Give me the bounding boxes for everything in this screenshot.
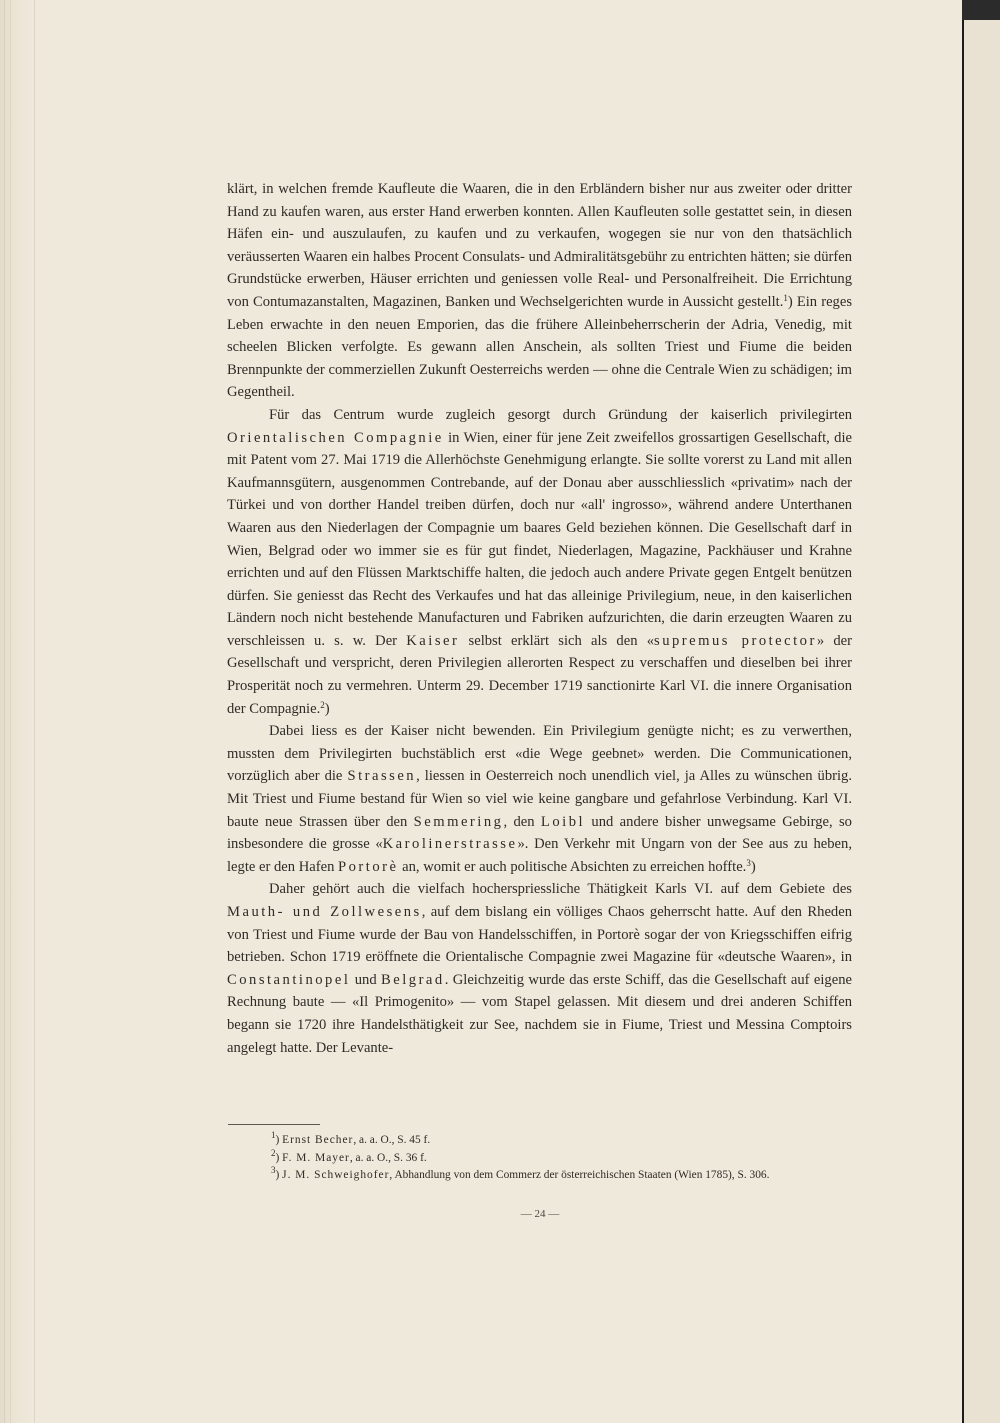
spaced-emphasis: Orientalischen Compagnie <box>227 429 444 446</box>
text-run: , auf dem bislang ein völliges Chaos geherrscht hatte. Auf den Rheden von Triest und Fiume wurde der Bau von Handelsschiffen, in Portorè sogar der von Kriegsschiffen eifrig betrieben. Schon 1719 eröffnete die Orientalische Compagnie zwei Magazine für «deutsche Waaren», in <box>227 904 852 966</box>
spaced-emphasis: Portorè <box>338 858 399 875</box>
spaced-emphasis: Karolinerstrasse <box>382 836 518 853</box>
text-run: ». Den Verkehr mit Ungarn von der See aus zu heben, legte er den Hafen <box>227 836 852 875</box>
text-run: ) <box>750 858 756 875</box>
footnote-text: , a. a. O., S. 36 f. <box>349 1151 427 1164</box>
text-run: , liessen in Oesterreich noch unendlich viel, ja Alles zu wünschen übrig. Mit Triest und Fiume bestand für Wien so viel wie keine gangbare und gefahrlose Verbindung. Karl VI. baute neue Strassen über den <box>227 768 852 830</box>
footnotes <box>271 1132 861 1185</box>
text-run: selbst erklärt sich als den « <box>459 632 655 649</box>
text-run: , den <box>503 813 541 830</box>
text-run: » der Gesellschaft und verspricht, deren Privilegien allerorten Respect zu verschaffen und dieselben bei ihrer Prosperität noch zu vermehren. Unterm 29. December 1719 sanctionirte Karl VI. die innere Organisation der Compagnie. <box>227 632 852 717</box>
page-stack-edge <box>0 0 35 1423</box>
text-run: an, womit er auch politische Absichten zu erreichen hoffte. <box>398 858 747 875</box>
text-run: . Gleichzeitig wurde das erste Schiff, das die Gesellschaft auf eigene Rechnung baute — «Il Primogenito» — vom Stapel gelassen. Mit diesem und drei anderen Schiffen begann sie 1720 ihre Handelsthätigkeit zur See, nachdem sie in Fiume, Triest und Messina Comptoirs angelegt hatte. Der Levante- <box>227 971 852 1056</box>
footnote-1: $^1$) Ernst Becher, a. a. O., S. 45 f. <box>271 1130 431 1146</box>
spaced-emphasis: Kaiser <box>406 632 460 649</box>
text-run: Daher gehört auch die vielfach hocherspriessliche Thätigkeit Karls VI. auf dem Gebiete des <box>269 881 852 898</box>
text-run: Für das Centrum wurde zugleich gesorgt durch Gründung der kaiserlich privilegirten <box>269 406 852 423</box>
body-text <box>227 178 852 1059</box>
footnote-3: $^3$) J. M. Schweighofer, Abhandlung von dem Commerz der österreichischen Staaten (Wien 1785), S. 306. <box>271 1165 770 1182</box>
text-run: ) <box>324 700 330 717</box>
spaced-emphasis: supremus protector <box>654 632 817 649</box>
spaced-emphasis: Belgrad <box>381 971 445 988</box>
spaced-emphasis: Strassen <box>347 768 417 785</box>
footnote-mark: 1 <box>271 1130 276 1140</box>
paragraph-4 <box>227 878 852 1059</box>
footnote-text: , Abhandlung von dem Commerz der österreichischen Staaten (Wien 1785), S. 306. <box>389 1169 770 1182</box>
footnote-2: $^2$) F. M. Mayer, a. a. O., S. 36 f. <box>271 1147 427 1164</box>
spaced-emphasis: Mauth- und Zollwesens <box>227 904 422 920</box>
footnote-ref-3: 3 <box>746 857 751 868</box>
text-run: und andere bisher unwegsame Gebirge, so insbesondere die grosse « <box>227 813 852 853</box>
spaced-emphasis: Loibl <box>540 813 586 830</box>
paragraph-3 <box>227 720 852 878</box>
footnote-author: F. M. Mayer <box>282 1151 350 1164</box>
text-run: Dabei liess es der Kaiser nicht bewenden. Ein Privilegium genügte nicht; es zu verwerthen, mussten dem Privilegirten buchstäblich erst «die Wege geebnet» werden. Die Communicationen, vorzüglich aber die <box>227 723 852 785</box>
text-run: und <box>350 971 381 988</box>
text-run: ) Ein reges Leben erwachte in den neuen Emporien, das die frühere Alleinbeherrscherin der Adria, Venedig, mit scheelen Blicken verfolgte. Es gewann allen Anschein, als sollten Triest und Fiume die beiden Brennpunkte der commerziellen Zukunft Oesterreichs werden — ohne die Centrale Wien zu schädigen; im Gegentheil. <box>227 293 853 401</box>
paragraph-2 <box>227 404 852 720</box>
footnote-text: , a. a. O., S. 45 f. <box>353 1134 431 1146</box>
footnote-author: Ernst Becher <box>282 1134 354 1146</box>
footnote-mark: 3 <box>271 1165 276 1176</box>
footnote-ref-1: 1 <box>783 292 788 303</box>
footnote-ref-2: 2 <box>320 699 325 710</box>
paragraph-1 <box>227 178 852 404</box>
footnote-author: J. M. Schweighofer <box>282 1169 390 1182</box>
footnote-mark: 2 <box>271 1147 276 1158</box>
footnote-separator <box>228 1124 320 1125</box>
spaced-emphasis: Semmering <box>413 813 504 830</box>
adjacent-page-edge <box>962 20 1000 1423</box>
text-run: in Wien, einer für jene Zeit zweifellos grossartigen Gesellschaft, die mit Patent vom 27. Mai 1719 die Allerhöchste Genehmigung erlangte. Sie sollte vorerst zu Land mit allen Kaufmannsgütern, ausgenommen Contrebande, auf der Donau aber ausschliesslich «privatim» nach der Türkei und von dorther Handel treiben dürfen, doch nur «all' ingrosso», während andere Unterthanen Waaren aus den Niederlagen der Compagnie um baares Geld beziehen können. Die Gesellschaft darf in Wien, Belgrad oder wo immer sie es für gut findet, Niederlagen, Magazine, Packhäuser und Krahne errichten und auf den Flüssen Marktschiffe halten, die jedoch auch andere Private gegen Entgelt benützen dürfen. Sie geniesst das Recht des Verkaufes und hat das alleinige Privilegium, neue, in den kaiserlichen Ländern noch nicht bestehende Manufacturen und Fabriken aufzurichten, die darin erzeugten Waaren zu verschleissen u. s. w. Der <box>227 429 853 649</box>
spaced-emphasis: Constantinopel <box>227 971 351 988</box>
page-number: — 24 — <box>520 1208 560 1220</box>
text-run: klärt, in welchen fremde Kaufleute die Waaren, die in den Erbländern bisher nur aus zweiter oder dritter Hand zu kaufen waren, aus erster Hand erwerben konnten. Allen Kaufleuten solle gestattet sein, in diesen Häfen ein- und auszulaufen, zu kaufen und zu verkaufen, wogegen sie nur von den thatsächlich veräusserten Waaren ein halbes Procent Consulats- und Admiralitätsgebühr zu entrichten hätten; sie dürfen Grundstücke erwerben, Häuser errichten und geniessen volle Real- und Personalfreiheit. Die Errichtung von Contumazanstalten, Magazinen, Banken und Wechselgerichten wurde in Aussicht gestellt. <box>227 181 852 310</box>
